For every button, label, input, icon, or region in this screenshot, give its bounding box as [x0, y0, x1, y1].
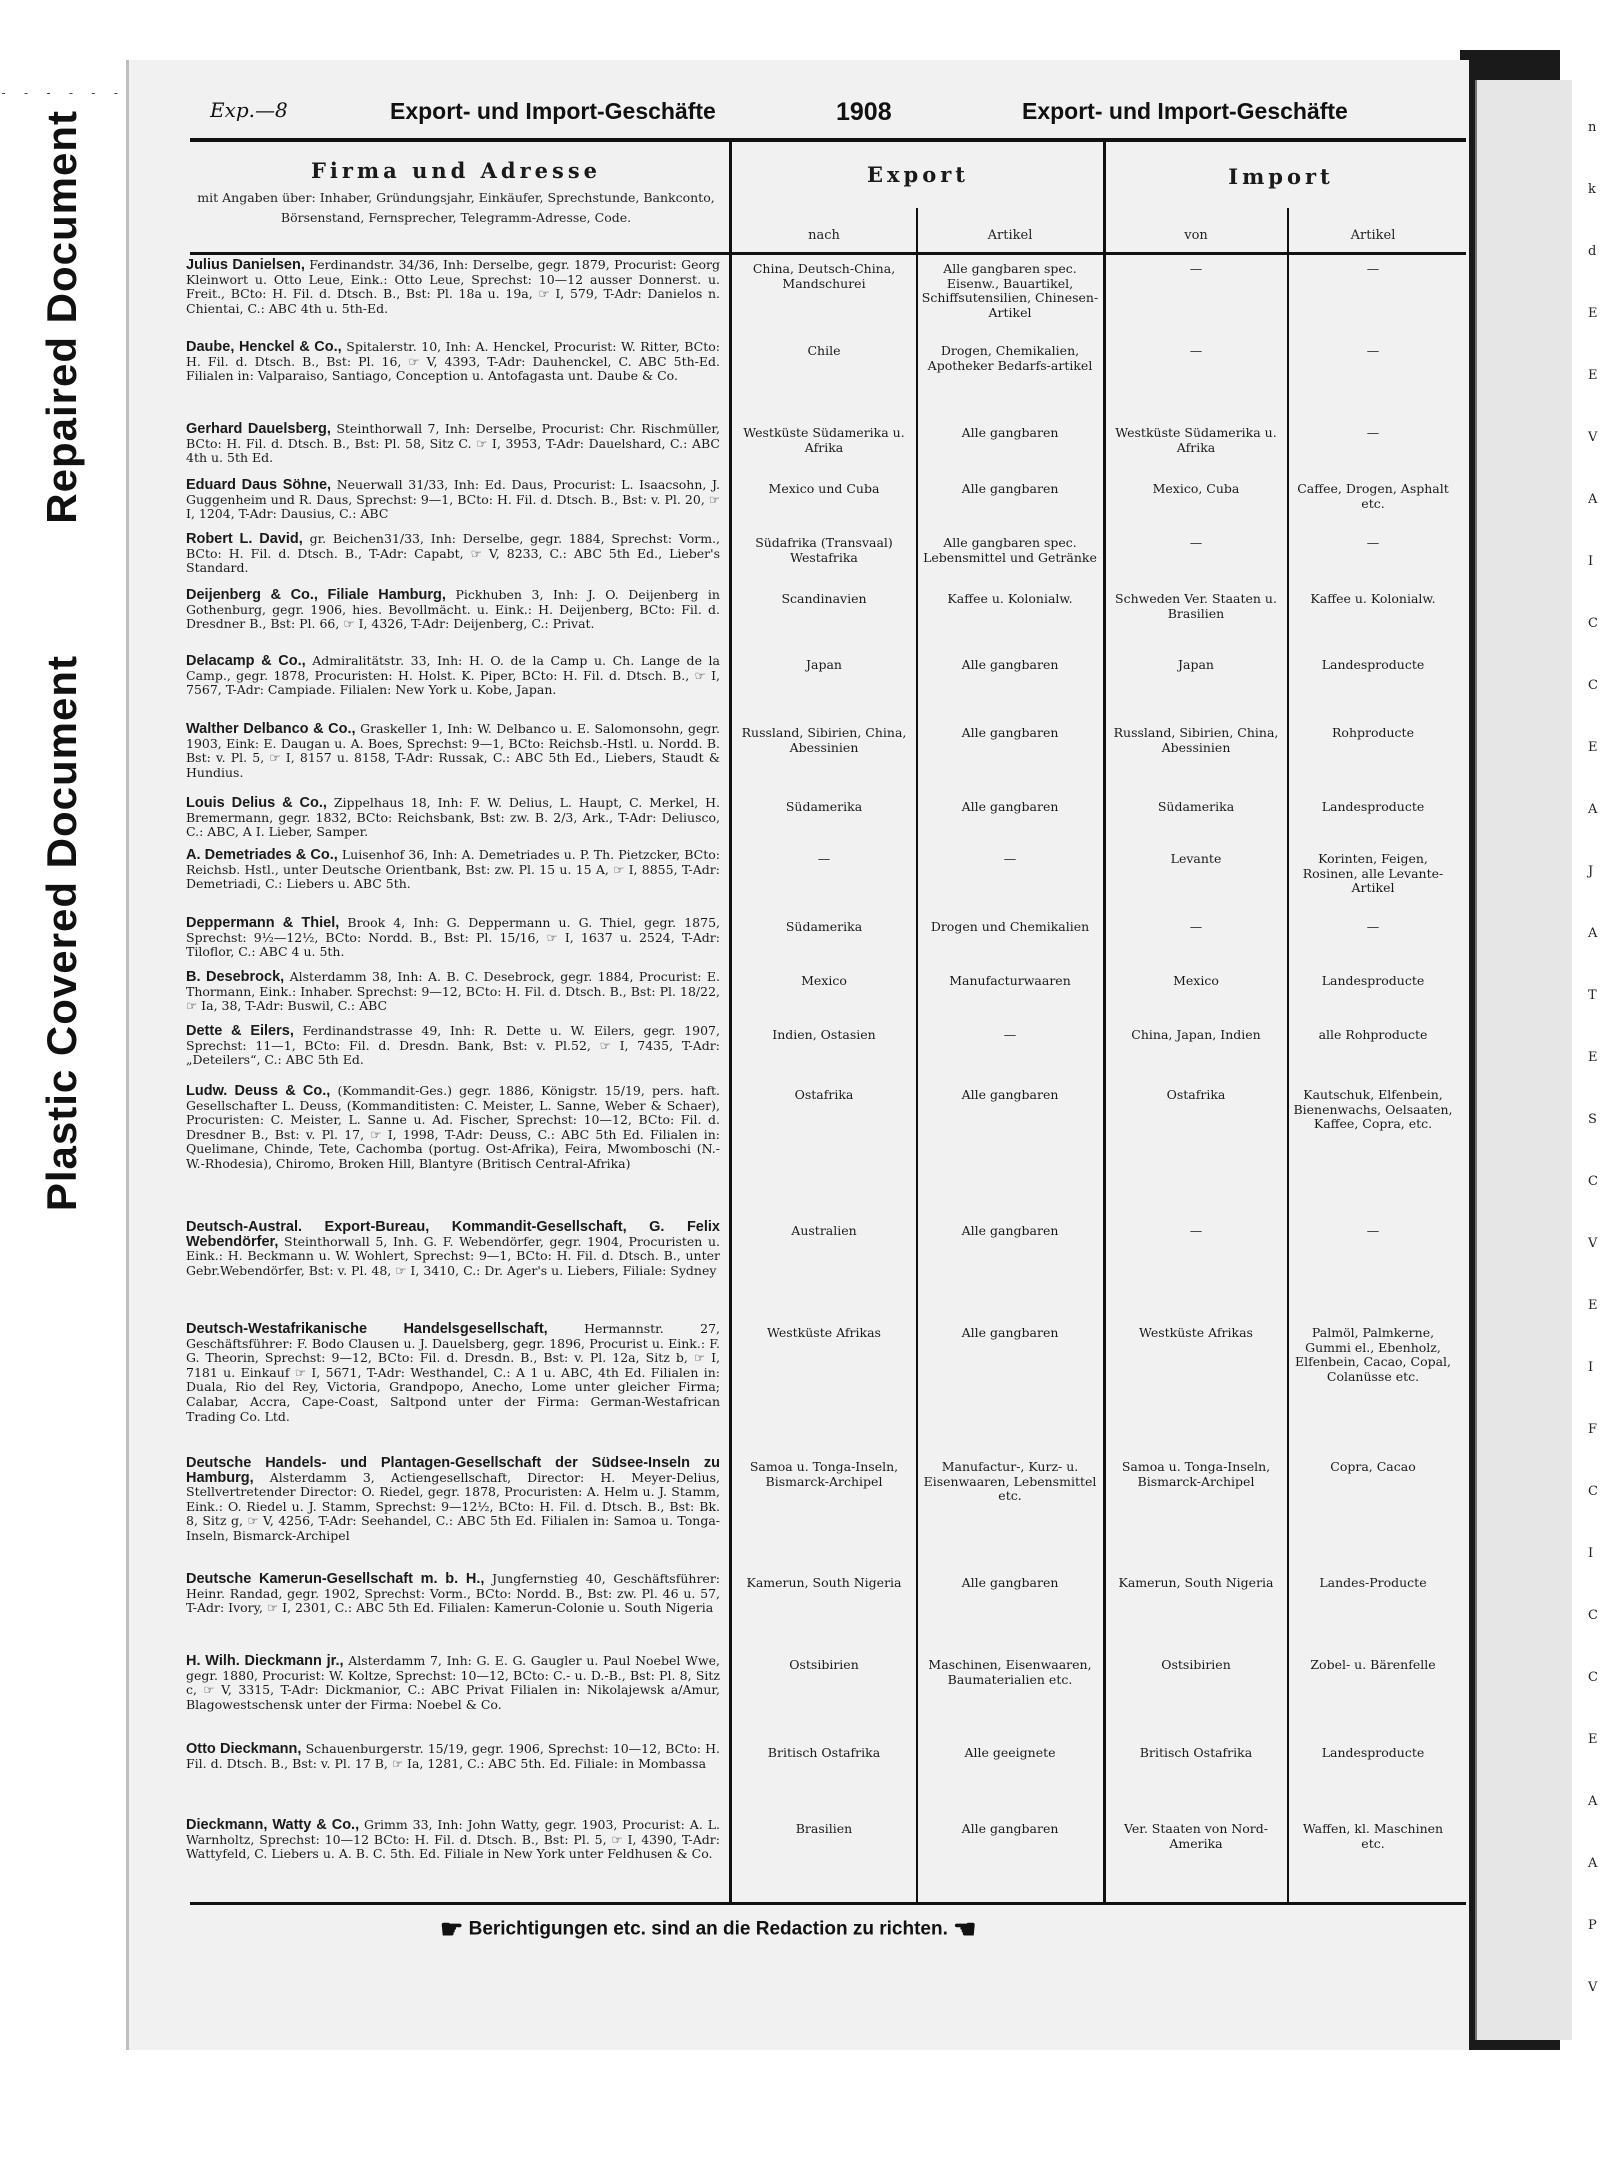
table-bottom-rule — [190, 1902, 1466, 1905]
export-destination: Südamerika — [785, 919, 863, 934]
export-destination: Ostafrika — [794, 1087, 854, 1102]
firm-entry — [186, 1084, 720, 1172]
export-articles: Manufacturwaaren — [949, 973, 1071, 988]
edge-letter: k — [1588, 182, 1596, 197]
firm-entry — [186, 1654, 720, 1712]
import-heading: Import — [1228, 164, 1334, 189]
firm-entry — [186, 848, 720, 892]
firm-entry — [186, 916, 720, 960]
plastic-covered-label: Plastic Covered Document — [38, 655, 85, 1212]
import-articles: — — [1366, 1223, 1380, 1238]
running-title-right: Export- und Import-Geschäfte — [1022, 98, 1348, 124]
import-origin: Levante — [1170, 851, 1222, 866]
firm-name: Delacamp & Co., — [186, 653, 306, 669]
pointing-hand-left-icon: ☛ — [440, 1914, 464, 1944]
export-destination: Westküste Südamerika u. Afrika — [743, 425, 905, 455]
edge-letter: d — [1588, 244, 1597, 259]
firm-entry — [186, 258, 720, 316]
import-articles: Rohproducte — [1332, 725, 1414, 740]
export-articles: Drogen, Chemikalien, Apotheker Bedarfs-artikel — [927, 343, 1093, 373]
export-destination: Südafrika (Transvaal) Westafrika — [755, 535, 893, 565]
edge-letter: I — [1588, 554, 1594, 569]
export-articles: Alle gangbaren — [961, 657, 1059, 672]
column-rule-export-sub — [916, 208, 918, 1902]
firm-details: Jungfernstieg 40, Geschäftsführer: Heinr. Randad, gegr. 1902, Sprechst: Vorm., BCto: Nordd. B., Bst: zw. Pl. 46 u. 57, T-Adr: Ivory, ☞ I, 2301, C.: ABC 5th Ed. Filialen: Kamerun-Colonie u. South Nigeria — [186, 1571, 720, 1616]
firm-details: Zippelhaus 18, Inh: F. W. Delius, L. Haupt, C. Merkel, H. Bremermann, gegr. 1832, BCto: Reichsbank, Bst: zw. B. 2/3, Ark., T-Adr: Deliusco, C.: ABC, A I. Lieber, Samper. — [186, 795, 720, 840]
export-articles: — — [1003, 1027, 1017, 1042]
import-articles: Landesproducte — [1321, 657, 1425, 672]
export-destination: Brasilien — [795, 1821, 853, 1836]
edge-letter: C — [1588, 1484, 1598, 1499]
export-articles: Manufactur-, Kurz- u. Eisenwaaren, Lebensmittel etc. — [923, 1459, 1097, 1504]
firm-entry — [186, 1024, 720, 1068]
edge-letter: V — [1588, 430, 1598, 445]
firm-entry — [186, 340, 720, 384]
export-destination: Ostsibirien — [789, 1657, 859, 1672]
firm-details: Alsterdamm 38, Inh: A. B. C. Desebrock, gegr. 1884, Procurist: E. Thormann, Eink.: Inhaber. Sprechst: 9—12, BCto: H. Fil. d. Dtsch. B., Bst: Pl. 18/22, ☞ Ia, 38, T-Adr: Buswil, C.: ABC — [186, 969, 720, 1014]
export-articles: Alle gangbaren — [961, 481, 1059, 496]
import-origin: — — [1189, 919, 1203, 934]
edge-letter: E — [1588, 740, 1598, 755]
export-destination: Indien, Ostasien — [772, 1027, 876, 1042]
von-heading: von — [1184, 228, 1208, 243]
header-rule — [190, 138, 1466, 142]
firm-name: Deijenberg & Co., Filiale Hamburg, — [186, 587, 446, 603]
firm-entry — [186, 1220, 720, 1278]
export-destination: Scandinavien — [781, 591, 867, 606]
export-articles: Alle gangbaren — [961, 1087, 1059, 1102]
firm-entry — [186, 478, 720, 522]
firm-details: Grimm 33, Inh: John Watty, gegr. 1903, Procurist: A. L. Warnholtz, Sprechst: 10—12 BCto: H. Fil. d. Dtsch. B., Bst: Pl. 5, ☞ I, 4390, T-Adr: Wattyfeld, C. Liebers u. A. B. C. 5th. Ed. Filiale in New York unter Feldhusen & Co. — [186, 1817, 720, 1862]
export-articles: Alle gangbaren — [961, 1575, 1059, 1590]
firm-details: Pickhuben 3, Inh: J. O. Deijenberg in Gothenburg, gegr. 1906, hies. Bevollmächt. u. Eink.: H. Deijenberg, BCto: Fil. d. Dresdner B., Bst: Pl. 66, ☞ I, 4326, T-Adr: Deijenberg, C.: Privat. — [186, 587, 720, 632]
import-origin: Kamerun, South Nigeria — [1118, 1575, 1274, 1590]
edge-letter: C — [1588, 1608, 1598, 1623]
import-origin: Japan — [1178, 657, 1214, 672]
export-articles: Alle gangbaren — [961, 1223, 1059, 1238]
firm-name: Deutsche Handels- und Plantagen-Gesellschaft der Südsee-Inseln zu Hamburg, — [186, 1455, 720, 1486]
export-destination: Japan — [806, 657, 842, 672]
edge-letter: C — [1588, 678, 1598, 693]
firm-name: Louis Delius & Co., — [186, 795, 327, 811]
firm-details: Luisenhof 36, Inh: A. Demetriades u. P. Th. Pietzcker, BCto: Reichsb. Hstl., unter Deutsche Orientbank, Bst: zw. Pl. 15 u. 15 A, ☞ I, 8855, T-Adr: Demetriadi, C.: Liebers u. ABC 5th. — [186, 847, 720, 892]
edge-letter: C — [1588, 616, 1598, 631]
edge-letter: V — [1588, 1236, 1598, 1251]
edge-letter: V — [1588, 1980, 1598, 1995]
edge-letter: J — [1588, 864, 1594, 879]
pointing-hand-right-icon: ☚ — [953, 1914, 977, 1944]
import-origin: China, Japan, Indien — [1131, 1027, 1261, 1042]
firm-details: Brook 4, Inh: G. Deppermann u. G. Thiel, gegr. 1875, Sprechst: 9½—12½, BCto: Nordd. B., Bst: Pl. 15/16, ☞ I, 1637 u. 2524, T-Adr: Tiloflor, C.: ABC 4 u. 5th. — [186, 915, 720, 960]
import-origin: Russland, Sibirien, China, Abessinien — [1113, 725, 1279, 755]
import-articles: — — [1366, 343, 1380, 358]
firm-name: Ludw. Deuss & Co., — [186, 1083, 331, 1099]
footer-text: Berichtigungen etc. sind an die Redaction zu richten. — [468, 1918, 948, 1940]
firm-details: Steinthorwall 7, Inh: Derselbe, Procurist: Chr. Rischmüller, BCto: H. Fil. d. Dtsch. B., Bst: Pl. 58, Sitz C. ☞ I, 3953, T-Adr: Dauelshard, C.: ABC 4th u. 5th Ed. — [186, 421, 720, 466]
edge-letter: I — [1588, 1360, 1594, 1375]
import-origin: Mexico — [1173, 973, 1219, 988]
firm-entry — [186, 588, 720, 632]
edge-letter: A — [1588, 492, 1598, 507]
firm-details: Graskeller 1, Inh: W. Delbanco u. E. Salomonsohn, gegr. 1903, Eink: E. Daugan u. A. Boes, Sprechst: 9—1, BCto: Reichsb.-Hstl. u. Nordd. B. Bst: v. Pl. 5, ☞ I, 8157 u. 8158, T-Adr: Russak, C.: ABC 5th Ed., Liebers, Staudt & Hundius. — [186, 721, 720, 780]
import-articles: Copra, Cacao — [1330, 1459, 1416, 1474]
running-title-left: Export- und Import-Geschäfte — [390, 98, 716, 124]
export-articles: Maschinen, Eisenwaaren, Baumaterialien etc. — [928, 1657, 1092, 1687]
import-articles: — — [1366, 425, 1380, 440]
export-destination: Kamerun, South Nigeria — [746, 1575, 902, 1590]
edge-letter: T — [1588, 988, 1597, 1003]
edge-letter: C — [1588, 1670, 1598, 1685]
edge-letter: E — [1588, 1050, 1598, 1065]
import-origin: Samoa u. Tonga-Inseln, Bismarck-Archipel — [1121, 1459, 1271, 1489]
firm-entry — [186, 1322, 720, 1424]
firm-entry — [186, 532, 720, 576]
edge-letter: A — [1588, 926, 1598, 941]
firm-name: Deutsch-Westafrikanische Handelsgesellschaft, — [186, 1321, 548, 1337]
firm-name: Daube, Henckel & Co., — [186, 339, 342, 355]
firm-name: Robert L. David, — [186, 531, 303, 547]
edge-letter: S — [1588, 1112, 1597, 1127]
import-origin: Mexico, Cuba — [1152, 481, 1240, 496]
firm-name: Deppermann & Thiel, — [186, 915, 340, 931]
import-articles: — — [1366, 261, 1380, 276]
firm-details: Ferdinandstr. 34/36, Inh: Derselbe, gegr. 1879, Procurist: Georg Kleinwort u. Otto Leue, Eink.: Otto Leue, Sprechst: 10—12 ausser Donnerst. u. Freit., BCto: H. Fil. d. Dtsch. B., Bst: Pl. 18a u. 19a, ☞ I, 579, T-Adr: Danielos n. Chientai, C.: ABC 4th u. 5th-Ed. — [186, 257, 720, 316]
firm-name: B. Desebrock, — [186, 969, 285, 985]
export-destination: Australien — [791, 1223, 857, 1238]
export-destination: Südamerika — [785, 799, 863, 814]
import-articles: alle Rohproducte — [1318, 1027, 1428, 1042]
nach-heading: nach — [808, 228, 840, 243]
firma-heading: Firma und Adresse — [310, 158, 602, 183]
edge-letter: n — [1588, 120, 1597, 135]
firm-details: Alsterdamm 3, Actiengesellschaft, Director: H. Meyer-Delius, Stellvertretender Director: O. Riedel, gegr. 1878, Procuristen: A. Helm u. J. Stamm, Eink.: O. Riedel u. J. Stamm, Sprechst: 9—12½, BCto: H. Fil. d. Dtsch. B., Bst: Bk. 8, Sitz g, ☞ V, 4256, T-Adr: Seehandel, C.: ABC 5th Ed. Filialen in: Samoa u. Tonga-Inseln, Bismarck-Archipel — [186, 1469, 720, 1543]
firm-entry — [186, 422, 720, 466]
export-articles: Kaffee u. Kolonialw. — [947, 591, 1073, 606]
import-articles: Caffee, Drogen, Asphalt etc. — [1297, 481, 1449, 511]
export-destination: Mexico und Cuba — [768, 481, 880, 496]
firm-name: Dieckmann, Watty & Co., — [186, 1817, 360, 1833]
edge-letter: C — [1588, 1174, 1598, 1189]
edge-letter: E — [1588, 306, 1598, 321]
firm-entry — [186, 970, 720, 1014]
firm-name: A. Demetriades & Co., — [186, 847, 338, 863]
firm-entry — [186, 1742, 720, 1771]
firm-entry — [186, 1572, 720, 1616]
firm-details: Schauenburgerstr. 15/19, gegr. 1906, Sprechst: 10—12, BCto: H. Fil. d. Dtsch. B., Bst: v. Pl. 17 B, ☞ Ia, 1281, C.: ABC 5th. Ed. Filiale: in Mombassa — [186, 1741, 720, 1771]
import-origin: — — [1189, 1223, 1203, 1238]
import-articles: Landes-Producte — [1319, 1575, 1427, 1590]
import-origin: Ver. Staaten von Nord-Amerika — [1123, 1821, 1269, 1851]
firm-entry — [186, 796, 720, 840]
import-origin: Schweden Ver. Staaten u. Brasilien — [1115, 591, 1277, 621]
edge-letter: A — [1588, 802, 1598, 817]
import-articles: — — [1366, 919, 1380, 934]
export-articles: Alle gangbaren — [961, 725, 1059, 740]
export-artikel-heading: Artikel — [987, 228, 1033, 243]
firm-details: Hermannstr. 27, Geschäftsführer: F. Bodo Clausen u. J. Dauelsberg, gegr. 1896, Procurist u. Eink.: F. G. Theorin, Sprechst: 9—12, BCto: Fil. d. Dresdn. B., Bst: v. Pl. 12a, Sitz b, ☞ I, 7181 u. Einkauf ☞ I, 5671, T-Adr: Westhandel, C.: A 1 u. ABC, 4th Ed. Filialen in: Duala, Rio del Rey, Victoria, Grandpopo, Anecho, Lome unter gleicher Firma; Calabar, Accra, Cape-Coast, Saltpond unter der Firma: German-Westafrican Trading Co. Ltd. — [186, 1321, 720, 1424]
import-origin: Britisch Ostafrika — [1139, 1745, 1253, 1760]
export-articles: Drogen und Chemikalien — [930, 919, 1090, 934]
import-articles: — — [1366, 535, 1380, 550]
firm-name: Gerhard Dauelsberg, — [186, 421, 331, 437]
firm-details: Alsterdamm 7, Inh: G. E. G. Gaugler u. Paul Noebel Wwe, gegr. 1880, Procurist: W. Koltze, Sprechst: 10—12, BCto: C.- u. D.-B., Bst: Pl. 8, Sitz c, ☞ V, 3315, T-Adr: Dickmanior, C.: ABC Privat Filialen in: Nikolajewsk a/Amur, Blagowestschensk unter der Firma: Noebel & Co. — [186, 1653, 720, 1712]
page-number: Exp.—8 — [210, 98, 288, 122]
edge-letter: P — [1588, 1918, 1597, 1933]
footer-note — [440, 1914, 976, 1945]
firma-note: mit Angaben über: Inhaber, Gründungsjahr, Einkäufer, Sprechstunde, Bankconto, Börsenstand, Fernsprecher, Telegramm-Adresse, Code. — [197, 190, 715, 225]
import-origin: Westküste Afrikas — [1139, 1325, 1253, 1340]
export-articles: — — [1003, 851, 1017, 866]
import-articles: Waffen, kl. Maschinen etc. — [1302, 1821, 1444, 1851]
import-origin: — — [1189, 261, 1203, 276]
import-articles: Landesproducte — [1321, 973, 1425, 988]
export-heading: Export — [867, 162, 969, 187]
import-origin: Südamerika — [1157, 799, 1235, 814]
export-destination: Samoa u. Tonga-Inseln, Bismarck-Archipel — [749, 1459, 899, 1489]
export-destination: China, Deutsch-China, Mandschurei — [752, 261, 896, 291]
firm-name: Otto Dieckmann, — [186, 1741, 302, 1757]
column-rule-import-sub — [1287, 208, 1289, 1902]
export-destination: Chile — [807, 343, 841, 358]
repaired-document-label: Repaired Document — [38, 110, 85, 524]
firm-details: Admiralitätstr. 33, Inh: H. O. de la Camp u. Ch. Lange de la Camp., gegr. 1878, Procuristen: H. Holst. K. Piper, BCto: H. Fil. d. Dtsch. B., ☞ I, 7567, T-Adr: Campiade. Filialen: New York u. Kobe, Japan. — [186, 653, 720, 698]
firm-entry — [186, 722, 720, 780]
firm-name: Walther Delbanco & Co., — [186, 721, 356, 737]
firm-entry — [186, 654, 720, 698]
firm-name: Eduard Daus Söhne, — [186, 477, 332, 493]
import-articles: Kaffee u. Kolonialw. — [1310, 591, 1436, 606]
export-articles: Alle gangbaren spec. Lebensmittel und Getränke — [923, 535, 1097, 565]
export-articles: Alle gangbaren spec. Eisenw., Bauartikel, Schiffsutensilien, Chinesen-Artikel — [921, 261, 1099, 320]
firm-name: Julius Danielsen, — [186, 257, 305, 273]
firm-details: Neuerwall 31/33, Inh: Ed. Daus, Procurist: L. Isaacsohn, J. Guggenheim und R. Daus, Sprechst: 9—1, BCto: H. Fil. d. Dtsch. B., Bst: v. Pl. 20, ☞ I, 1204, T-Adr: Dausius, C.: ABC — [186, 477, 720, 522]
year: 1908 — [836, 98, 892, 126]
export-destination: Russland, Sibirien, China, Abessinien — [741, 725, 907, 755]
adjacent-page — [1475, 80, 1572, 2040]
firm-entry — [186, 1818, 720, 1862]
export-destination: Mexico — [801, 973, 847, 988]
firm-name: H. Wilh. Dieckmann jr., — [186, 1653, 344, 1669]
import-articles: Kautschuk, Elfenbein, Bienenwachs, Oelsaaten, Kaffee, Copra, etc. — [1293, 1087, 1453, 1132]
edge-letter: E — [1588, 1298, 1598, 1313]
import-origin: Ostsibirien — [1161, 1657, 1231, 1672]
export-articles: Alle gangbaren — [961, 799, 1059, 814]
import-articles: Landesproducte — [1321, 1745, 1425, 1760]
firm-name: Dette & Eilers, — [186, 1023, 294, 1039]
import-origin: — — [1189, 535, 1203, 550]
edge-letter: A — [1588, 1794, 1598, 1809]
edge-letter: E — [1588, 1732, 1598, 1747]
column-rule-export — [1103, 142, 1106, 1902]
column-rule-firma — [729, 142, 732, 1902]
firm-name: Deutsche Kamerun-Gesellschaft m. b. H., — [186, 1571, 485, 1587]
edge-letter: A — [1588, 1856, 1598, 1871]
firm-entry — [186, 1456, 720, 1544]
edge-letter: E — [1588, 368, 1598, 383]
edge-letter: F — [1588, 1422, 1598, 1437]
firm-details: Steinthorwall 5, Inh. G. F. Webendörfer, gegr. 1904, Procuristen u. Eink.: H. Beckmann u. W. Wohlert, Sprechst: 9—1, BCto: H. Fil. d. Dtsch. B., unter Gebr.Webendörfer, Bst: v. Pl. 48, ☞ I, 3410, C.: Dr. Ager's u. Liebers, Filiale: Sydney — [186, 1233, 720, 1278]
firm-details: (Kommandit-Ges.) gegr. 1886, Königstr. 15/19, pers. haft. Gesellschafter L. Deuss, (Kommanditisten: C. Meister, L. Sanne, Weber & Schaer), Procuristen: C. Meister, L. Sanne u. Ad. Fischer, Sprechst: 10—12, BCto: Fil. d. Dresdner B., Bst: v. Pl. 17, ☞ I, 1998, T-Adr: Deuss, C.: ABC 5th Ed. Filialen in: Quelimane, Chinde, Tete, Cachomba (portug. Ost-Afrika), Feira, Mwomboschi (N.-W.-Rhodesia), Chiromo, Broken Hill, Blantyre (Britisch Central-Afrika) — [186, 1083, 720, 1171]
export-articles: Alle gangbaren — [961, 1325, 1059, 1340]
table-header-rule — [190, 252, 1466, 255]
import-origin: Ostafrika — [1166, 1087, 1226, 1102]
firm-details: Ferdinandstrasse 49, Inh: R. Dette u. W. Eilers, gegr. 1907, Sprechst: 11—1, BCto: Fil. d. Dresdn. Bank, Bst: v. Pl.52, ☞ I, 7435, T-Adr: „Deteilers“, C.: ABC 5th Ed. — [186, 1023, 720, 1068]
export-articles: Alle gangbaren — [961, 425, 1059, 440]
edge-letter: I — [1588, 1546, 1594, 1561]
import-origin: — — [1189, 343, 1203, 358]
import-articles: Palmöl, Palmkerne, Gummi el., Ebenholz, Elfenbein, Cacao, Copal, Colanüsse etc. — [1294, 1325, 1452, 1384]
export-destination: Westküste Afrikas — [767, 1325, 881, 1340]
export-destination: Britisch Ostafrika — [767, 1745, 881, 1760]
firm-details: Spitalerstr. 10, Inh: A. Henckel, Procurist: W. Ritter, BCto: H. Fil. d. Dtsch. B., Bst: Pl. 16, ☞ V, 4393, T-Adr: Dauhenckel, C. ABC 5th-Ed. Filialen in: Valparaiso, Santiago, Conception u. Antofagasta unt. Daube & Co. — [186, 339, 720, 384]
import-articles: Landesproducte — [1321, 799, 1425, 814]
import-artikel-heading: Artikel — [1350, 228, 1396, 243]
export-destination: — — [817, 851, 831, 866]
import-articles: Zobel- u. Bärenfelle — [1310, 1657, 1436, 1672]
firm-details: gr. Beichen31/33, Inh: Derselbe, gegr. 1884, Sprechst: Vorm., BCto: H. Fil. d. Dtsch. B., T-Adr: Capabt, ☞ V, 8233, C.: ABC 5th Ed., Lieber's Standard. — [186, 531, 720, 576]
export-articles: Alle gangbaren — [961, 1821, 1059, 1836]
export-articles: Alle geeignete — [964, 1745, 1056, 1760]
import-articles: Korinten, Feigen, Rosinen, alle Levante-Artikel — [1302, 851, 1444, 896]
import-origin: Westküste Südamerika u. Afrika — [1115, 425, 1277, 455]
corner-marks: - - - - - - — [0, 86, 124, 100]
firm-name: Deutsch-Austral. Export-Bureau, Kommandit-Gesellschaft, G. Felix Webendörfer, — [186, 1219, 720, 1250]
